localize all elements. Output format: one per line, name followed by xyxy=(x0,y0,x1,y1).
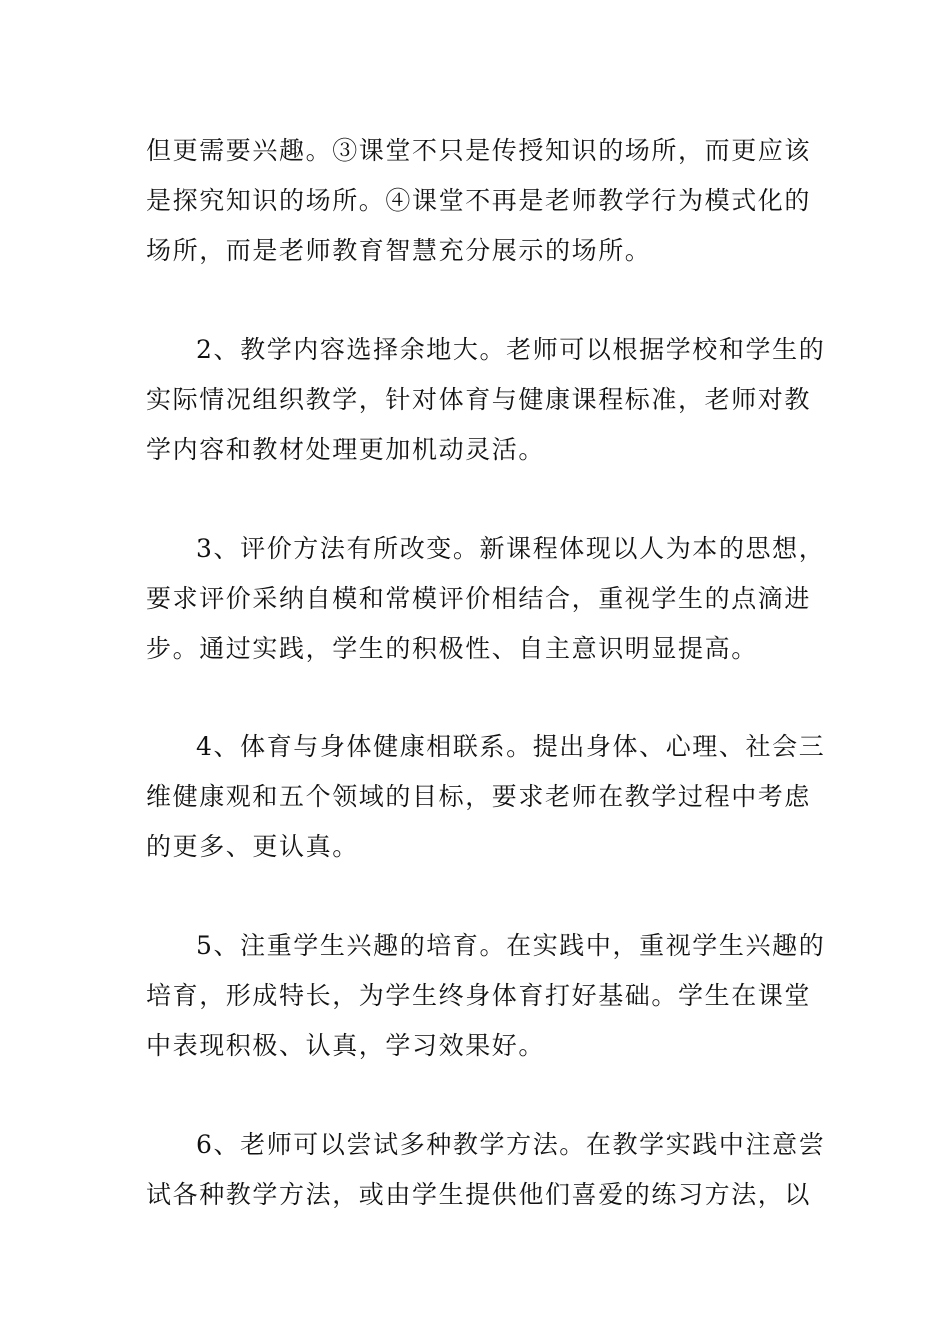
text-line: 4、体育与身体健康相联系。提出身体、心理、社会三 xyxy=(196,732,826,761)
text-line: 是探究知识的场所。④课堂不再是老师教学行为模式化的 xyxy=(146,186,812,215)
text-line: 场所，而是老师教育智慧充分展示的场所。 xyxy=(146,236,652,265)
text-line: 中表现积极、认真，学习效果好。 xyxy=(146,1031,546,1060)
text-line: 试各种教学方法，或由学生提供他们喜爱的练习方法，以 xyxy=(146,1180,812,1209)
text-line: 要求评价采纳自模和常模评价相结合，重视学生的点滴进 xyxy=(146,584,812,613)
text-line: 6、老师可以尝试多种教学方法。在教学实践中注意尝 xyxy=(196,1130,826,1159)
text-line: 步。通过实践，学生的积极性、自主意识明显提高。 xyxy=(146,634,758,663)
text-line: 3、评价方法有所改变。新课程体现以人为本的思想， xyxy=(196,534,826,563)
text-line: 2、教学内容选择余地大。老师可以根据学校和学生的 xyxy=(196,335,826,364)
text-line: 5、注重学生兴趣的培育。在实践中，重视学生兴趣的 xyxy=(196,931,826,960)
paragraph-item-3 xyxy=(146,524,826,674)
paragraph-item-5 xyxy=(146,921,826,1071)
paragraph-continuation xyxy=(146,126,816,276)
paragraph-item-6 xyxy=(146,1120,826,1220)
text-line: 学内容和教材处理更加机动灵活。 xyxy=(146,435,546,464)
paragraph-item-2 xyxy=(146,325,826,475)
text-line: 培育，形成特长，为学生终身体育打好基础。学生在课堂 xyxy=(146,981,812,1010)
text-line: 维健康观和五个领域的目标，要求老师在教学过程中考虑 xyxy=(146,782,812,811)
text-line: 的更多、更认真。 xyxy=(146,832,359,861)
text-line: 实际情况组织教学，针对体育与健康课程标准，老师对教 xyxy=(146,385,812,414)
text-line: 但更需要兴趣。③课堂不只是传授知识的场所，而更应该 xyxy=(146,136,812,165)
paragraph-item-4 xyxy=(146,722,826,872)
